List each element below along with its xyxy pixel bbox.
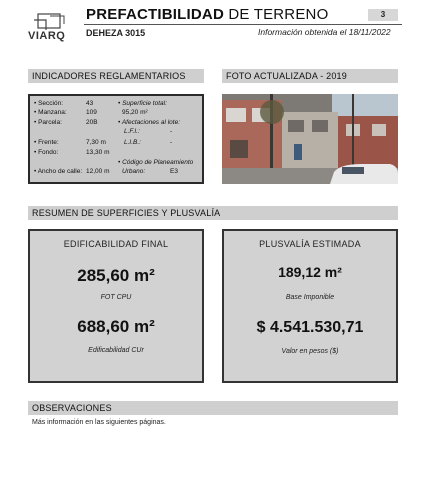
sup-total-value: 95,20 m²	[122, 109, 148, 116]
fot-value: 285,60 m²	[77, 266, 155, 285]
codigo-label-2: Urbano:	[122, 168, 146, 175]
edificabilidad-title: EDIFICABILIDAD FINAL	[63, 239, 169, 249]
codigo-label-1: • Código de Planeamiento	[118, 159, 194, 166]
base-value: 189,12 m²	[278, 264, 342, 280]
ancho-value: 12,00 m	[86, 168, 110, 175]
cur-value: 688,60 m²	[77, 317, 155, 336]
section-indicadores: INDICADORES REGLAMENTARIOS	[28, 69, 204, 83]
lib-value: -	[170, 139, 173, 146]
edificabilidad-panel	[28, 229, 204, 383]
frente-value: 7,30 m	[86, 139, 106, 146]
observaciones-text: Más información en las siguientes páginas.	[32, 419, 166, 426]
base-label: Base Imponible	[285, 294, 335, 301]
seccion-value: 43	[86, 100, 94, 107]
manzana-value: 109	[86, 109, 97, 116]
section-foto: FOTO ACTUALIZADA - 2019	[222, 69, 398, 83]
sup-total-label: • Superficie total:	[118, 100, 167, 107]
title-rest: DE TERRENO	[224, 6, 329, 23]
manzana-label: • Manzana:	[34, 109, 67, 116]
section-resumen: RESUMEN DE SUPERFICIES Y PLUSVALÍA	[28, 206, 398, 220]
title-bold: PREFACTIBILIDAD	[86, 6, 224, 23]
afectaciones-label: • Afectaciones al lote:	[118, 119, 181, 126]
indicadores-panel	[28, 94, 204, 184]
property-photo	[222, 94, 398, 184]
fondo-value: 13,30 m	[86, 149, 110, 156]
property-address: DEHEZA 3015	[86, 28, 146, 38]
page-number-badge: 3	[368, 9, 398, 21]
fot-label: FOT CPU	[100, 294, 132, 301]
plusvalia-panel	[222, 229, 398, 383]
lfi-value: -	[170, 128, 173, 135]
section-observaciones: OBSERVACIONES	[28, 401, 398, 415]
lib-label: L.I.B.:	[124, 139, 141, 146]
frente-label: • Frente:	[34, 139, 59, 146]
page-title	[86, 6, 328, 23]
lfi-label: L.F.I.:	[124, 128, 140, 135]
parcela-value: 20B	[86, 119, 98, 126]
pesos-value: $ 4.541.530,71	[256, 319, 364, 336]
parcela-label: • Parcela:	[34, 119, 62, 126]
ancho-label: • Ancho de calle:	[34, 168, 83, 175]
logo-text: VIARQ	[28, 30, 66, 42]
codigo-value: E3	[170, 168, 178, 175]
info-date: Información obtenida el 18/11/2022	[258, 27, 391, 37]
pesos-label: Valor en pesos ($)	[281, 348, 339, 355]
cur-label: Edificabilidad CUr	[88, 347, 144, 354]
seccion-label: • Sección:	[34, 100, 64, 107]
plusvalia-title: PLUSVALÍA ESTIMADA	[259, 239, 361, 249]
fondo-label: • Fondo:	[34, 149, 59, 156]
header-divider	[84, 24, 402, 25]
